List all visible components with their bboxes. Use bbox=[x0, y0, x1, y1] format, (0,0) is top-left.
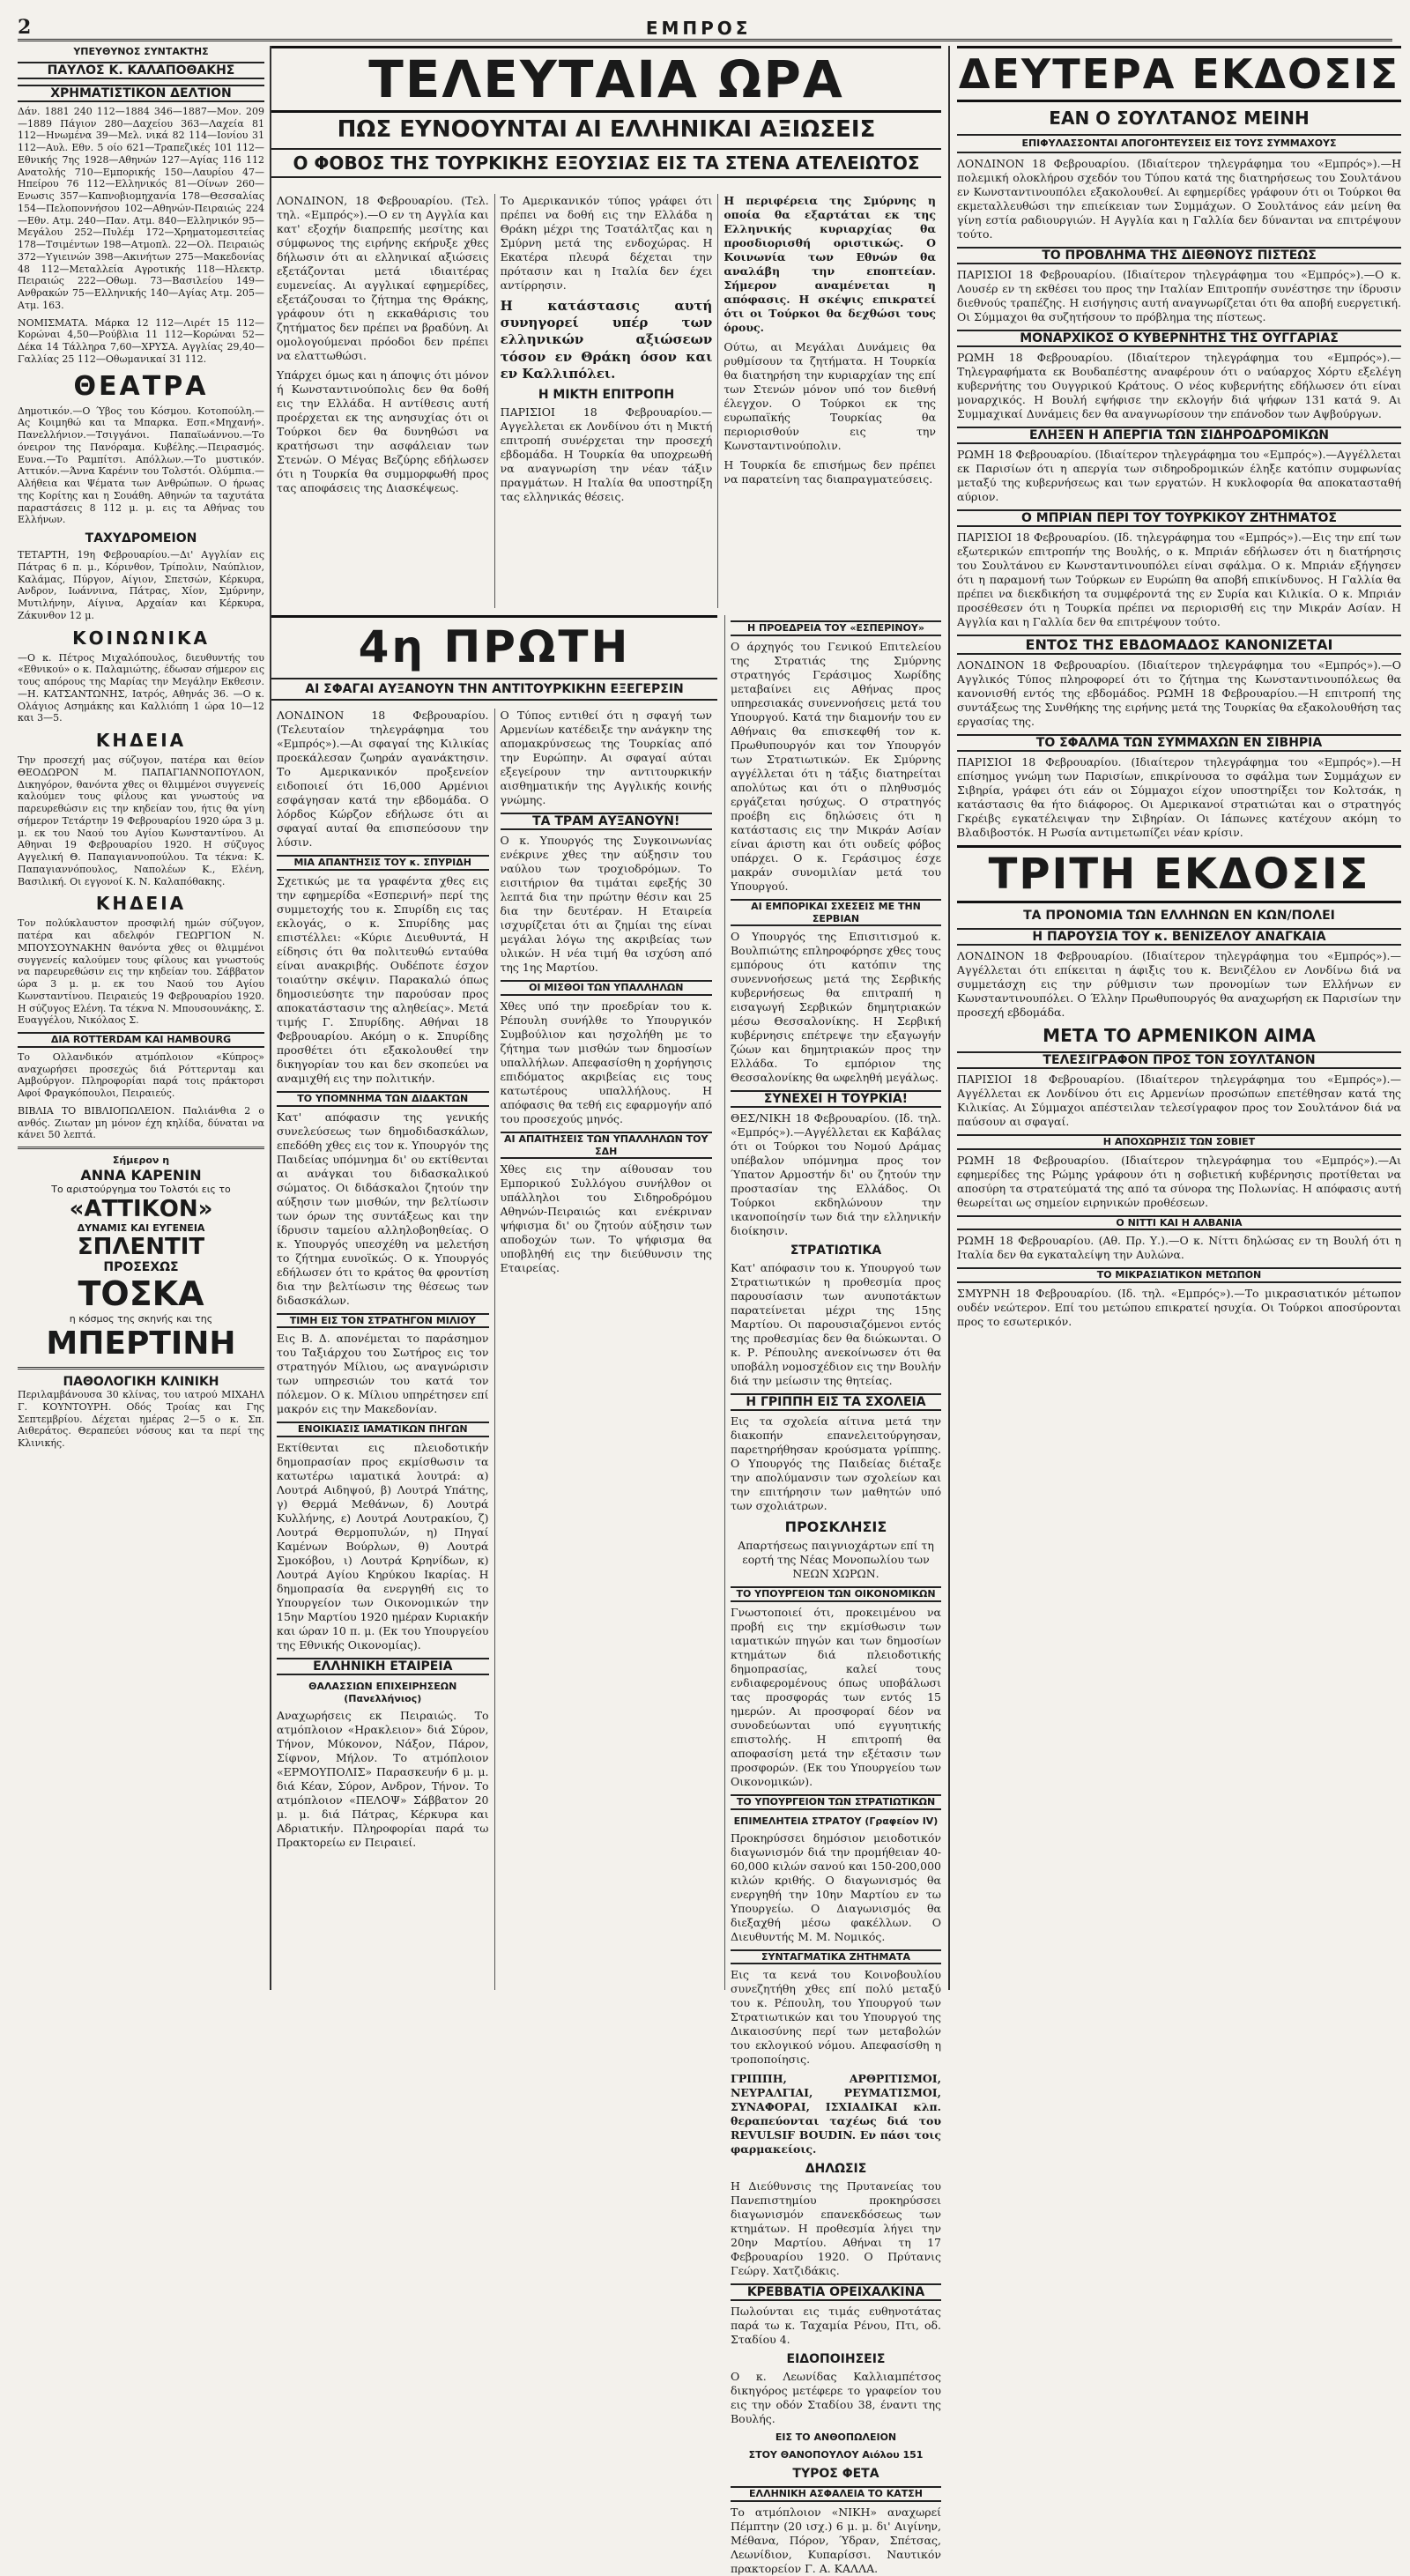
lead-para-d: ΠΑΡΙΣΙΟΙ 18 Φεβρουαρίου.—Αγγελλεται εκ Λονδίνου ότι η Μικτή επιτροπή συνέρχεται την προσεχή εβδομάδα. Η Τουρκία θα υποχρεωθή να αναγνωρίση την νέαν τάξιν πραγμάτων. Η Ιταλία θα υποστηρίξη τας ελληνικάς θέσεις. bbox=[500, 405, 713, 503]
cinema-sub2: ΔΥΝΑΜΙΣ ΚΑΙ ΕΥΓΕΝΕΙΑ bbox=[77, 1221, 205, 1234]
right-t8: ΛΟΝΔΙΝΟΝ 18 Φεβρουαρίου. (Ιδιαίτερον τηλεγράφημα του «Εμπρός»).—Αγγέλλεται ότι επίκειται η άφιξις του κ. Βενιζέλου εν Λονδίνω διά να συμμετάσχη εις την ρύθμισιν των προνομίων των Ελλήνων εν Κωνσταντινουπόλει. Ο Έλλην Πρωθυπουργός θα αναχωρήση εκ Παρισίων την προσεχή εβδομάδα. bbox=[957, 948, 1401, 1019]
shop-label-2: ΣΤΟΥ ΘΑΝΟΠΟΥΛΟΥ Αιόλου 151 bbox=[748, 2449, 924, 2461]
b4-text-1: ΛΟΝΔΙΝΟΝ 18 Φεβρουαρίου. (Τελευταίον τηλεγράφημα του «Εμπρός»).—Αι σφαγαί της Κιλικίας προεκάλεσαν ζωηράν αγανάκτησιν. Το Αμερικανικόν προξενείον ειδοποιεί ότι 16,000 Αρμένιοι εσφάγησαν κατά την εβδομάδα. Ο λόρδος Κώρζον εδήλωσε ότι αι σφαγαί αυταί θα επισπεύσουν την λύσιν. bbox=[277, 709, 489, 849]
ministry-text: Γνωστοποιεί ότι, προκειμένου να προβή εις την εκμίσθωσιν των ιαματικών πηγών και των δημοσίων κτημάτων διά πλειοδοτικής δημοπρασίας, καλεί τους ενδιαφερομένους όπως υποβάλωσι τας προσφοράς των εντός 15 ημερών. Αι προσφοραί δέον να συνοδεύωνται υπό εγγυητικής επιστολής. Η επιτροπή θα αποφασίση μετά την εξέτασιν των προσφορών. (Εκ του Υπουργείου των Οικονομικών). bbox=[731, 1606, 941, 1788]
army-sub: ΕΠΙΜΕΛΗΤΕΙΑ ΣΤΡΑΤΟΥ (Γραφείον IV) bbox=[733, 1815, 939, 1827]
lead-col-3 bbox=[718, 194, 941, 608]
main-subheadline: Ο ΦΟΒΟΣ ΤΗΣ ΤΟΥΡΚΙΚΗΣ ΕΞΟΥΣΙΑΣ ΕΙΣ ΤΑ ΣΤΕΝΑ ΑΤΕΛΕΙΩΤΟΣ bbox=[271, 148, 941, 178]
funeral-text-2: Τον πολύκλαυστον προσφιλή ημών σύζυγον, πατέρα και αδελφόν ΓΕΩΡΓΙΟΝ Ν. ΜΠΟΥΣΟΥΝΑΚΗΝ θανόντα χθες οι θλιμμένοι συγγενείς καλούμεν τους φίλους και γνωστούς να παρευρεθώσιν εις την κηδείαν του. Σάββατον ώρα 3 μ. μ. εκ του Ναού του Αγίου Κωνσταντίνου. Πειραιεύς 19 Φεβρουαρίου 1920. Η σύζυγος Ελένη. Τα τέκνα Ν. Μπουσουνάκης, Σ. Ευαγγέλου, Νικόλαος Σ. bbox=[18, 917, 264, 1027]
right-h9: ΜΕΤΑ ΤΟ ΑΡΜΕΝΙΚΟΝ ΑΙΜΑ bbox=[1043, 1024, 1316, 1046]
cinema-name: «ΑΤΤΙΚΟΝ» bbox=[69, 1195, 213, 1222]
hellenic-sub: ΘΑΛΑΣΣΙΩΝ ΕΠΙΧΕΙΡΗΣΕΩΝ (Πανελλήνιος) bbox=[308, 1681, 457, 1704]
newspaper-page bbox=[18, 16, 1401, 2575]
mail-title: ΤΑΧΥΔΡΟΜΕΙΟΝ bbox=[85, 531, 197, 546]
right-t6: ΛΟΝΔΙΝΟΝ 18 Φεβρουαρίου. (Ιδιαίτερον τηλεγράφημα του «Εμπρός»).—Ο Αγγλικός Τύπος πληροφορεί ότι το ζήτημα της Κωνσταντινουπόλεως θα κανονισθή εντός της εβδομάδος. ΡΩΜΗ 18 Φεβρουαρίου.—Η επιτροπή της συντάξεως της Συνθήκης της ειρήνης μετά της Τουρκίας θα εξακολουθήση τας εργασίας της. bbox=[957, 657, 1401, 728]
fx-text: ΝΟΜΙΣΜΑΤΑ. Μάρκα 12 112—Λιρέτ 15 112—Κορώναι 4,50—Ρούβλια 11 112—Κορώναι 52—Δέκα 14 Τάλληρα 7,60—ΧΡΥΣΑ. Αγγλίας 29,40—Γαλλίας 25 112—Οθωμανικαί 31 112. bbox=[18, 316, 264, 365]
b4-col-2 bbox=[495, 709, 718, 1990]
tram-heading: ΤΑ ΤΡΑΜ ΑΥΞΑΝΟΥΝ! bbox=[501, 813, 713, 830]
beds-text: Πωλούνται εις τιμάς ευθηνοτάτας παρά τω κ. Ταχαμία Ρένου, Πτι, οδ. Σταδίου 4. bbox=[731, 2305, 941, 2347]
right-h1: ΕΑΝ Ο ΣΟΥΛΤΑΝΟΣ ΜΕΙΝΗ bbox=[1049, 108, 1310, 129]
main-headline: ΠΩΣ ΕΥΝΟΟΥΝΤΑΙ ΑΙ ΕΛΛΗΝΙΚΑΙ ΑΞΙΩΣΕΙΣ bbox=[337, 116, 876, 143]
stock-text: Δάν. 1881 240 112—1884 346—1887—Μον. 209—1889 Πάγιον 280—Δαχείου 363—Λαχεία 81 112—Ηνωμένα 39—Μελ. νικά 82 114—Ιονίου 31 112—Αυλ. Εθν. 5 οίο 621—Τραπεζικές 101 112—Εθνικής 7ης 1928—Αθηνών 127—Αγίας 116 112 Ανατολής 710—Εμπορικής 150—Λαυρίου 47—Ηπείρου 76 112—Ελληνικός 81—Οίνων 260—Ενωσις 357—Καπνοβιομηχανία 178—Θεσσαλίας 154—Πελοποννήσου 102—Αθηνών-Πειραιώς 224—Εθν. Ατμ. 240—Παν. Ατμ. 840—Ελληνικόν 95—Μεγάλου 252—Πυλέμ 172—Χρηματομεσιτείας 178—Τσιμέντων 198—Ατμοπλ. 22—Ολ. Πειραιώς 372—Υγιεινών 398—Ακινήτων 275—Μακεδονίας 48 112—Μεταλλεία Αγροτικής 118—Ηλεκτρ. Πειραιώς 222—Οθωμ. 73—Βασιλείου 149—Ανθρακών 75—Ελληνικής 140—Αγίας Ατμ. 205—Ατμ. 163. bbox=[18, 105, 264, 311]
lead-para-g: Η Τουρκία δε επισήμως δεν πρέπει να παρατείνη τας διαπραγματεύσεις. bbox=[724, 458, 937, 486]
teachers-heading: ΤΟ ΥΠΟΜΝΗΜΑ ΤΩΝ ΔΙΔΑΚΤΩΝ bbox=[277, 1091, 489, 1107]
bertini: ΜΠΕΡΤΙΝΗ bbox=[46, 1325, 236, 1362]
cinema-film: ΑΝΝΑ ΚΑΡΕΝΙΝ bbox=[80, 1166, 202, 1184]
hellas-text: ΘΕΣ/ΝΙΚΗ 18 Φεβρουαρίου. (Ιδ. τηλ. «Εμπρός»).—Αγγέλλεται εκ Καβάλας ότι οι Τούρκοι του Νομού Δράμας υπέβαλον υπόμνημα προς τον Ύπατον Αρμοστήν δι' ου ζητούν την προστασίαν της Ελλάδος. Οι Τούρκοι εκδηλώνουν την ικανοποίησίν των διά την ελληνικήν διοίκησιν. bbox=[731, 1111, 941, 1238]
book-text: ΒΙΒΛΙΑ ΤΟ ΒΙΒΛΙΟΠΩΛΕΙΟΝ. Παλιάνθια 2 ο ανθός. Ζιωταν μη μόνον έχη κηλίδα, δύναται να κάνει 50 λεπτά. bbox=[18, 1104, 264, 1141]
mail-text: ΤΕΤΑΡΤΗ, 19η Φεβρουαρίου.—Δι' Αγγλίαν εις Πάτρας 6 π. μ., Κόρινθον, Τρίπολιν, Ναύπλιον, Καλάμας, Πύργον, Αίγιον, Σπετσών, Κέρκυρα, Ανδρον, Ιωάννινα, Πάτρας, Χίον, Σμύρνην, Μυτιλήνην, Αίγινα, Αρχαίαν και Κέρκυρα, Ζάκυνθον 12 μ. bbox=[18, 549, 264, 621]
lead-para-c: Το Αμερικανικόν τύπος γράφει ότι πρέπει να δοθή εις την Ελλάδα η Θράκη μέχρι της Τσατάλτζας και η Σμύρνη μετά της ενδοχώρας. Η Εκατέρα πλευρά δέχεται την πρότασιν και η Ιταλία δεν έχει αντίρρησιν. bbox=[500, 194, 713, 292]
lead-para-a: ΛΟΝΔΙΝΟΝ, 18 Φεβρουαρίου. (Τελ. τηλ. «Εμπρός»).—Ο εν τη Αγγλία και κατ' εξοχήν διαπρεπής μεσίτης και σύμφωνος της ειρήνης εκήρυξε χθες δήλωσιν ότι αι ελληνικαί αξιώσεις εξετάζονται μετά ιδιαιτέρας ευμενείας. Αι αγγλικαί εφημερίδες, εξετάζουσαι το ζήτημα της Θράκης, γράφουν ότι η εκκαθάρισις του ζητήματος δεν πρέπει να βραδύνη. Αι ομολογούμεναι πρόοδοι δεν πρέπει να ελαττωθώσι. bbox=[277, 194, 489, 362]
misthoi-heading: ΟΙ ΜΙΣΘΟΙ ΤΩΝ ΥΠΑΛΛΗΛΩΝ bbox=[501, 980, 713, 996]
right-h4: ΕΛΗΞΕΝ Η ΑΠΕΡΓΙΑ ΤΩΝ ΣΙΔΗΡΟΔΡΟΜΙΚΩΝ bbox=[957, 427, 1401, 444]
armenia-text: Εις τα κενά του Κοινοβουλίου συνεζητήθη χθες επί πολύ μεταξύ του κ. Ρέπουλη, του Υπουργού των Στρατιωτικών και του Υπουργού της Δικαιοσύνης περί των μεταβολών του εκλογικού νόμου. Απεφασίσθη η τροποποίησις. bbox=[731, 1968, 941, 2067]
right-t3: ΡΩΜΗ 18 Φεβρουαρίου. (Ιδιαίτερον τηλεγράφημα του «Εμπρός»).—Τηλεγραφήματα εκ Βουδαπέστης αναφέρουν ότι ο ναύαρχος Χόρτυ εξελέγη κυβερνήτης του Ουγγρικού Κράτους. Ο νέος κυβερνήτης εδήλωσεν ότι είναι μοναρχικός. Η Βουλή εψήφισε την εκλογήν διά ψήφων 131 κατά 9. Αι Συμμαχικαί Δυνάμεις δεν θα αναγνωρίσουν την επάνοδον των Αψβούργων. bbox=[957, 350, 1401, 420]
right-t5: ΠΑΡΙΣΙΟΙ 18 Φεβρουαρίου. (Ιδ. τηλεγράφημα του «Εμπρός»).—Εις την επί των εξωτερικών επιτροπήν της Βουλής, ο κ. Μπριάν εδήλωσεν ότι η διατήρησις του Σουλτάνου εν Κωνσταντινουπόλει είναι σφάλμα. Ο κ. Μπριάν εξήγησεν ότι η παραμονή των Τούρκων εν Ευρώπη θα αποβή επικίνδυνος. Η Γαλλία θα πρέπει να διεκδικήση τα συμφέροντά της εν Συρία και Κιλικία. Ο κ. Μπριάν προσέθεσεν ότι η Τουρκία πρέπει να περιορισθή εις την Μικράν Ασίαν. Η Αγγλία και η Γαλλία δεν θα επιτρέψουν τούτο. bbox=[957, 530, 1401, 628]
hellenic-text: Αναχωρήσεις εκ Πειραιώς. Το ατμόπλοιον «Ηρακλειον» διά Σύρον, Τήνον, Μύκονον, Νάξον, Πάρον, Σίφνον, Μήλον. Το ατμόπλοιον «ΕΡΜΟΥΠΟΛΙΣ» Παρασκευήν 6 μ. μ. διά Κέαν, Σύρον, Ανδρον, Τήνον. Το ατμόπλοιον «ΠΕΛΟΨ» Σάββατον 20 μ. μ. διά Πάτρας, Κέρκυρα και Αδριατικήν. Πληροφορίαι παρά τω Πρακτορείω εν Πειραιεί. bbox=[277, 1708, 489, 1849]
serbia-text: Ο Υπουργός της Επισιτισμού κ. Βουλπιώτης επληροφόρησε χθες τους εμπόρους ότι κατόπιν της συνεννοήσεως μετά της Σερβικής κυβερνήσεως θα επιτραπή η εισαγωγή Σερβικών δημητριακών μέσω Θεσσαλονίκης. Η Σερβική κυβέρνησις επέτρεψε την εξαγωγήν ζώων και δημητριακών προς την Ελλάδα. Το εμπόριον της Θεσσαλονίκης θα ωφεληθή μεγάλως. bbox=[731, 930, 941, 1085]
middle-col-3 bbox=[724, 615, 941, 2575]
last-hour-banner: ΤΕΛΕΥΤΑΙΑ ΩΡΑ bbox=[271, 46, 941, 113]
army-heading: ΤΟ ΥΠΟΥΡΓΕΙΟΝ ΤΩΝ ΣΤΡΑΤΙΩΤΙΚΩΝ bbox=[731, 1794, 941, 1810]
lead-quote: Η κατάστασις αυτή συνηγορεί υπέρ των ελληνικών αξιώσεων τόσον εν Θράκη όσον και εν Καλλιπόλει. bbox=[500, 298, 713, 382]
miliou-heading: ΤΙΜΗ ΕΙΣ ΤΟΝ ΣΤΡΑΤΗΓΟΝ ΜΙΛΙΟΥ bbox=[277, 1313, 489, 1329]
theatre-title: ΘΕΑΤΡΑ bbox=[73, 370, 209, 402]
right-t2: ΠΑΡΙΣΙΟΙ 18 Φεβρουαρίου. (Ιδιαίτερον τηλεγράφημα του «Εμπρός»).—Ο κ. Λουσέρ εν τη εκθέσει του προς την Ιταλίαν Επιτροπήν συνέστησε την ίδρυσιν διεθνούς τραπέζης. Η εισήγησις αυτή αναγνωρίζεται ότι θα αποβή ευεργετική. Οι Σύμμαχοι θα συζητήσουν το πρόβλημα της πίστεως. bbox=[957, 267, 1401, 323]
shop-label: ΕΙΣ ΤΟ ΑΝΘΟΠΩΛΕΙΟΝ bbox=[775, 2431, 897, 2444]
tosca-sub: η κόσμος της σκηνής και της bbox=[69, 1313, 213, 1325]
lead-para-e: Η περιφέρεια της Σμύρνης η οποία θα εξαρτάται εκ της Ελληνικής κυριαρχίας θα προσδιορισθή οριστικώς. Ο Κοινωνία των Εθνών θα αναλάβη την εποπτείαν. Σήμερον αναμένεται η απόφασις. Η σκέψις επικρατεί ότι οι Τούρκοι θα δεχθώσι τους όρους. bbox=[724, 194, 937, 334]
ship-text: Το Ολλανδικόν ατμόπλοιον «Κύπρος» αναχωρήσει προσεχώς διά Ρόττερνταμ και Αμβούργον. Πληροφορίαι παρά τοις πράκτορσι Αφοί Φραγκόπουλοι, Πειραιεύς. bbox=[18, 1050, 264, 1099]
clinic-text: Περιλαμβάνουσα 30 κλίνας, του ιατρού ΜΙΧΑΗΛ Γ. ΚΟΥΝΤΟΥΡΗ. Οδός Τροίας και Γης Σεπτεμβρίου. Δέχεται ημέρας 2—5 ο κ. Σπ. Αιθεράτος. Θεραπεύει νόσους και τα περί της Κλινικής. bbox=[18, 1389, 264, 1449]
third-edition-banner: ΤΡΙΤΗ ΕΚΔΟΣΙΣ bbox=[957, 845, 1401, 903]
right-t1: ΛΟΝΔΙΝΟΝ 18 Φεβρουαρίου. (Ιδιαίτερον τηλεγράφημα του «Εμπρός»).—Η πολεμική ολοκλήρου σχεδόν του Τύπου κατά της διατηρήσεως του Σουλτάνου εν Κωνσταντινουπόλει εξακολουθεί. Αι εφημερίδες γράφουν ότι οι Τούρκοι θα εκμεταλλευθώσι την επιείκειαν των Συμμάχων. Ο Σουλτάνος εάν μείνη θα γίνη εστία ραδιουργιών. Η Αγγλία και η Γαλλία δεν δύνανται να επιτρέψουν τούτο. bbox=[957, 156, 1401, 241]
stratiotika-heading: ΣΤΡΑΤΙΩΤΙΚΑ bbox=[790, 1243, 882, 1258]
feta-ad: ΤΥΡΟΣ ΦΕΤΑ bbox=[792, 2466, 879, 2481]
editor-label: ΥΠΕΥΘΥΝΟΣ ΣΥΝΤΑΚΤΗΣ bbox=[73, 46, 209, 57]
fourth-edition-block bbox=[271, 615, 717, 704]
page-header bbox=[18, 16, 1392, 41]
proskl-heading: ΠΡΟΣΚΛΗΣΙΣ bbox=[784, 1518, 887, 1536]
right-h6: ΕΝΤΟΣ ΤΗΣ ΕΒΔΟΜΑΔΟΣ ΚΑΝΟΝΙΖΕΤΑΙ bbox=[957, 635, 1401, 655]
union-heading: ΑΙ ΑΠΑΙΤΗΣΕΙΣ ΤΩΝ ΥΠΑΛΛΗΛΩΝ ΤΟΥ ΣΔΗ bbox=[501, 1132, 713, 1160]
right-t11: ΡΩΜΗ 18 Φεβρουαρίου. (Αθ. Πρ. Υ.).—Ο κ. Νίττι δηλώσας εν τη Βουλή ότι η Ιταλία δεν θα εγκαταλείψη την Αυλώνα. bbox=[957, 1234, 1401, 1262]
left-column bbox=[18, 46, 271, 1990]
theatre-text: Δημοτικόν.—Ο Ύβος του Κόσμου. Κοτοπούλη.—Ας Κοιμηθώ και τα Μπαρκα. Εσπ.«Μηχανή». Πανελλήνιον.—Τσιγγάνοι. Παπαϊωάννου.—Το όνειρον της Πανόραμα. Κυβέλης.—Πειρασμός. Ευνα.—Το Ραμπίτσι. Απόλλων.—Το μυστικόν. Αττικόν.—Άννα Καρένιν του Τολστόι. Ολύμπια.—Αλήθεια και Ψέματα των Ανθρώπων. Ο ήρωας της Κορίτης και η Σουάθη. Αθηνών τα ταχυτάτα παραστάσεις 8 112 μ. μ. εις τα Αθήνας του Ελλήνων. bbox=[18, 405, 264, 526]
baths-text: Εκτίθενται εις πλειοδοτικήν δημοπρασίαν προς εκμίσθωσιν τα κατωτέρω ιαματικά λουτρά: α) Λουτρά Αιδηψού, β) Λουτρά Υπάτης, γ) Θερμά Μεθάνων, δ) Λουτρά Κυλλήνης, ε) Λουτρά Λουτρακίου, ζ) Λουτρά Θερμοπυλών, η) Πηγαί Καμένων Βούρλων, θ) Λουτρά Σμοκόβου, ι) Λουτρά Κρηνίδων, κ) Λουτρά Αγίου Κηρύκου Ικαρίας. Η δημοπρασία θα ενεργηθή εις το Υπουργείον των Οικονομικών την 15ην Μαρτίου 1920 ημέραν Κυριακήν και ώραν 10 π. μ. (Εκ του Υπουργείου της Εθνικής Οικονομίας). bbox=[277, 1441, 489, 1652]
eidopoiisis-text: Ο κ. Λεωνίδας Καλλιαμπέτσος δικηγόρος μετέφερε το γραφείον του εις την οδόν Σταδίου 38, έναντι της Βουλής. bbox=[731, 2370, 941, 2426]
right-h8b: Η ΠΑΡΟΥΣΙΑ ΤΟΥ κ. ΒΕΝΙΖΕΛΟΥ ΑΝΑΓΚΑΙΑ bbox=[957, 928, 1401, 946]
baths-heading: ΕΝΟΙΚΙΑΣΙΣ ΙΑΜΑΤΙΚΩΝ ΠΗΓΩΝ bbox=[277, 1422, 489, 1437]
lead-story-columns bbox=[271, 194, 941, 608]
ship-title: ΔΙΑ ROTTERDAM ΚΑΙ HAMBOURG bbox=[18, 1032, 264, 1048]
teachers-text: Κατ' απόφασιν της γενικής συνελεύσεως των δημοδιδασκάλων, επεδόθη χθες εις τον κ. Υπουργόν της Παιδείας υπόμνημα δι' ου εκτίθενται αι ανάγκαι του διδασκαλικού σώματος. Οι διδάσκαλοι ζητούν την αύξησιν των μισθών, την βελτίωσιν των όρων της συντάξεως και την ίδρυσιν ταμείου αλληλοβοηθείας. Ο κ. Υπουργός υπεσχέθη να μελετήση το ζήτημα ευνοϊκώς. Ο κ. Υπουργός εδήλωσεν ότι το κράτος θα φροντίση δια την βελτίωσιν της θέσεως των διδασκάλων. bbox=[277, 1110, 489, 1307]
funeral-title-1: ΚΗΔΕΙΑ bbox=[95, 730, 187, 751]
right-h2: ΤΟ ΠΡΟΒΛΗΜΑ ΤΗΣ ΔΙΕΘΝΟΥΣ ΠΙΣΤΕΩΣ bbox=[957, 247, 1401, 264]
beds-heading: ΚΡΕΒΒΑΤΙΑ ΟΡΕΙΧΑΛΚΙΝΑ bbox=[731, 2283, 941, 2301]
dilosis-text: Η Διεύθυνσις της Πρυτανείας του Πανεπιστημίου προκηρύσσει διαγωνισμόν επανεκδόσεως των κτημάτων. Η προθεσμία λήγει την 20ην Μαρτίου. Αθήναι τη 17 Φεβρουαρίου 1920. Ο Πρύτανις Γεώργ. Χατζιδάκις. bbox=[731, 2179, 941, 2278]
dilosis-heading: ΔΗΛΩΣΙΣ bbox=[805, 2162, 867, 2177]
spirides-heading: ΜΙΑ ΑΠΑΝΤΗΣΙΣ ΤΟΥ κ. ΣΠΥΡΙΔΗ bbox=[277, 855, 489, 871]
misthoi-text: Χθες υπό την προεδρίαν του κ. Ρέπουλη συνήλθε το Υπουργικόν Συμβούλιον και ησχολήθη με το ζήτημα των μισθών των δημοσίων υπαλλήλων. Απεφασίσθη η χορήγησις επιδόματος ακριβείας εις τους κατωτέρους υπαλλήλους. Η απόφασις θα τεθή εις εφαρμογήν από του προσεχούς μηνός. bbox=[500, 998, 712, 1125]
ministry-heading: ΤΟ ΥΠΟΥΡΓΕΙΟΝ ΤΩΝ ΟΙΚΟΝΟΜΙΚΩΝ bbox=[731, 1586, 941, 1602]
newspaper-name: ΕΜΠΡΟΣ bbox=[645, 18, 752, 39]
right-t9: ΠΑΡΙΣΙΟΙ 18 Φεβρουαρίου. (Ιδιαίτερον τηλεγράφημα του «Εμπρός»).—Αγγέλλεται εκ Λονδίνου ότι εις Αρμενίων προσώπων επετέθησαν κατά της Κιλικίας. Αι Σύμμαχοι απέστειλαν τελεσίγραφον προς τον Σουλτάνον διά να παύσουν αι σφαγαί. bbox=[957, 1072, 1401, 1128]
hellenic-heading: ΕΛΛΗΝΙΚΗ ΕΤΑΙΡΕΙΑ bbox=[277, 1658, 489, 1675]
grippi-heading: Η ΓΡΙΠΠΗ ΕΙΣ ΤΑ ΣΧΟΛΕΙΑ bbox=[731, 1393, 941, 1411]
funeral-title-2: ΚΗΔΕΙΑ bbox=[95, 893, 187, 915]
stock-title: ΧΡΗΜΑΤΙΣΤΙΚΟΝ ΔΕΛΤΙΟΝ bbox=[18, 85, 264, 102]
lead-para-f: Ούτω, αι Μεγάλαι Δυνάμεις θα ρυθμίσουν τα ζητήματα. Η Τουρκία θα διατηρήση την κυριαρχίαν της επί των Στενών μόνον υπό τον διεθνή έλεγχον. Ο Τούρκοι εκ της ευρωπαϊκής Τουρκίας θα περιορισθούν εις την Κωνσταντινούπολιν. bbox=[724, 340, 937, 452]
stratiotika-text: Κατ' απόφασιν του κ. Υπουργού των Στρατιωτικών η προθεσμία προς παρουσίασιν των ανυποτάκτων παρατείνεται μέχρι της 15ης Μαρτίου. Οι παρουσιαζόμενοι εντός της προθεσμίας δεν θα διώκωνται. Ο κ. Ρ. Ρέπουλης ανεκοίνωσεν ότι θα υποβάλη νομοσχέδιον εις την Βουλήν διά την μείωσιν της θητείας. bbox=[731, 1261, 941, 1388]
eidopoiisis-heading: ΕΙΔΟΠΟΙΗΣΕΙΣ bbox=[786, 2352, 886, 2367]
fourth-edition-subtitle: ΑΙ ΣΦΑΓΑΙ ΑΥΞΑΝΟΥΝ ΤΗΝ ΑΝΤΙΤΟΥΡΚΙΚΗΝ ΕΞΕΓΕΡΣΙΝ bbox=[271, 678, 717, 701]
right-t10: ΡΩΜΗ 18 Φεβρουαρίου. (Ιδιαίτερον τηλεγράφημα του «Εμπρός»).—Αι εφημερίδες της Ρώμης γράφουν ότι η σοβιετική κυβέρνησις προτίθεται να αποσύρη τα στρατεύματά της από τα σύνορα της Πολωνίας. Η απόφασις αυτή θεωρείται ως σημείον ειρηνικών προθέσεων. bbox=[957, 1153, 1401, 1209]
funeral-text-1: Την προσεχή μας σύζυγον, πατέρα και θείον ΘΕΟΔΩΡΟΝ Μ. ΠΑΠΑΓΙΑΝΝΟΠΟΥΛΟΝ, Δικηγόρον, θανόντα χθες οι θλιμμένοι συγγενείς καλούμεν τους φίλους και γνωστούς να παρευρεθώσιν εις την κηδείαν του, ήτις θα γίνη σήμερον Τετάρτην 19 Φεβρουαρίου 1920 ώρα 3 μ. μ. εκ του Ναού του Αγίου Κωνσταντίνου. Αι Αθηναι 19 Φεβρουαρίου 1920. Η σύζυγος Αγγελική Θ. Παπαγιαννοπούλου. Τα τέκνα: Κ. Παπαγιαννόπουλος, Ναπολέων Κ., Ελένη, Βασιλική. Οι εγγονοί Κ. Ν. Καλαπόθακης. bbox=[18, 754, 264, 887]
right-t7: ΠΑΡΙΣΙΟΙ 18 Φεβρουαρίου. (Ιδιαίτερον τηλεγράφημα του «Εμπρός»).—Η επίσημος γνώμη των Παρισίων, επικρίνουσα το σφάλμα των Συμμάχων εν Σιβηρία, γράφει ότι εάν οι Σύμμαχοι είχον υποστηρίξει τον Κολτσάκ, η κατάστασις θα ήτο διάφορος. Οι Αμερικανοί στρατιώται και ο στρατηγός Γκρέιβς εγκατέλειψαν την Σιβηρίαν. Οι Ιάπωνες κατέχουν ακόμη το Βλαδιβοστόκ. Η Ρωσία αντιμετωπίζει νέαν κρίσιν. bbox=[957, 754, 1401, 839]
lead-signoff: Η ΜΙΚΤΗ ΕΠΙΤΡΟΠΗ bbox=[538, 387, 675, 402]
cinema-label: Σήμερον η bbox=[112, 1154, 170, 1166]
grippi-ad: ΓΡΙΠΠΗ, ΑΡΘΡΙΤΙΣΜΟΙ, ΝΕΥΡΑΛΓΙΑΙ, ΡΕΥΜΑΤΙΣΜΟΙ, ΣΥΝΑΦΟΡΑΙ, ΙΣΧΙΑΔΙΚΑΙ κλπ. θεραπεύονται ταχέως διά του REVULSIF BOUDIN. Εν πάσι τοις φαρμακείοις. bbox=[731, 2072, 941, 2157]
clinic-title: ΠΑΘΟΛΟΓΙΚΗ ΚΛΙΝΙΚΗ bbox=[63, 1375, 219, 1389]
pension-text: Το ατμόπλοιον «ΝΙΚΗ» αναχωρεί Πέμπτην (20 ισχ.) 6 μ. μ. δι' Αιγίνην, Μέθανα, Πόρον, Ύδραν, Σπέτσας, Λεωνίδιον, Κυπαρίσσι. Ναυτικόν πρακτορείον Γ. Α. ΚΑΛΛΑ. bbox=[731, 2505, 941, 2575]
soon: ΠΡΟΣΕΧΩΣ bbox=[103, 1260, 179, 1275]
fourth-edition-columns bbox=[271, 709, 717, 1990]
page-number: 2 bbox=[18, 16, 32, 39]
second-edition-banner: ΔΕΥΤΕΡΑ ΕΚΔΟΣΙΣ bbox=[957, 46, 1401, 102]
grippi-text: Εις τα σχολεία αίτινα μετά την διακοπήν επανελειτούργησαν, παρετηρήθησαν κρούσματα γρίππης. Ο Υπουργός της Παιδείας διέταξε την απολύμανσιν των σχολείων και την επιτήρησιν των μαθητών υπό των σχολιάτρων. bbox=[731, 1414, 941, 1513]
b4-text-2: Ο Τύπος εντιθεί ότι η σφαγή των Αρμενίων κατέδειξε την ανάγκην της απομακρύνσεως της Τουρκίας από την Ευρώπην. Αι σφαγαί αύται εξεγείρουν την αντιτουρκικήν αισθηματικήν της Αγγλικής κοινής γνώμης. bbox=[500, 709, 712, 806]
pension-heading: ΕΛΛΗΝΙΚΗ ΑΣΦΑΛΕΙΑ ΤΟ ΚΑΤΣΗ bbox=[731, 2486, 941, 2502]
middle-section bbox=[271, 46, 941, 2575]
miliou-text: Εις Β. Δ. απονέμεται το παράσημον του Ταξιάρχου του Σωτήρος εις τον στρατηγόν Μίλιου, ως αναγνώρισιν των υπηρεσιών του κατά τον πόλεμον. Ο κ. Μίλιου υπηρέτησεν επί μακρόν εις την Μακεδονίαν. bbox=[277, 1332, 489, 1416]
fourth-edition-banner: 4η ΠΡΩΤΗ bbox=[358, 621, 631, 672]
right-h8: ΤΑ ΠΡΟΝΟΜΙΑ ΤΩΝ ΕΛΛΗΝΩΝ ΕΝ ΚΩΝ/ΠΟΛΕΙ bbox=[1023, 908, 1335, 923]
right-h11: Ο ΝΙΤΤΙ ΚΑΙ Η ΑΛΒΑΝΙΑ bbox=[957, 1215, 1401, 1231]
armenia-heading: ΣΥΝΤΑΓΜΑΤΙΚΑ ΖΗΤΗΜΑΤΑ bbox=[731, 1949, 941, 1965]
union-text: Χθες εις την αίθουσαν του Εμπορικού Συλλόγου συνήλθον οι υπάλληλοι του Σιδηροδρόμου Αθηνών-Πειραιώς και ενέκριναν ψήφισμα δι' ου ζητούν αύξησιν των αποδοχών των. Το ψήφισμα θα υποβληθή εις την διεύθυνσιν της Εταιρείας. bbox=[500, 1162, 712, 1275]
spirides-text: Σχετικώς με τα γραφέντα χθες εις την εφημερίδα «Εσπερινή» περί της συμμετοχής του κ. Σπυρίδη εις τας εκλογάς, ο κ. Σπυρίδης μας επιστέλλει: «Κύριε Διευθυντά, Η είδησις ότι θα πολιτευθώ ενταύθα είναι ανακριβής. Ουδέποτε έσχον τοιαύτην σκέψιν. Παρακαλώ όπως δημοσιεύσητε την παρούσαν προς αποκατάστασιν της αληθείας». Μετά τιμής Γ. Σπυρίδης. Αθήναι 18 Φεβρουαρίου. Ακόμη ο κ. Σπυρίδης προσθέτει ότι εξακολουθεί την δικηγορίαν του και δεν σκοπεύει να αναμιχθή εις την πολιτικήν. bbox=[277, 873, 489, 1085]
right-t4: ΡΩΜΗ 18 Φεβρουαρίου. (Ιδιαίτερον τηλεγράφημα του «Εμπρός»).—Αγγέλλεται εκ Παρισίων ότι η απεργία των σιδηροδρομικών έληξε κατόπιν συμφωνίας μεταξύ της κυβερνήσεως και των εργατών. Η κυκλοφορία θα αποκατασταθή αύριον. bbox=[957, 447, 1401, 503]
lead-para-b: Υπάρχει όμως και η άποψις ότι μόνον ή Κωνσταντινούπολις δεν θα δοθή εις την Ελλάδα. Η αντίθεσις αυτή προέρχεται εκ της ανησυχίας ότι οι Τούρκοι δεν θα δυνηθώσι να κρατήσωσι την ασφάλειαν των Στενών. Ο Μέγας Βεζύρης εδήλωσεν ότι η Τουρκία θα συμμορφωθή προς τας αποφάσεις της Διασκέψεως. bbox=[277, 368, 489, 494]
right-t12: ΣΜΥΡΝΗ 18 Φεβρουαρίου. (Ιδ. τηλ. «Εμπρός»).—Το μικρασιατικόν μέτωπον ουδέν νεώτερον. Επί του μετώπου επικρατεί ησυχία. Οι Τούρκοι αποσύρονται προς το εσωτερικόν. bbox=[957, 1287, 1401, 1328]
tosca: ΤΟΣΚΑ bbox=[78, 1274, 204, 1314]
editor-name: ΠΑΥΛΟΣ Κ. ΚΑΛΑΠΟΘΑΚΗΣ bbox=[18, 62, 264, 79]
right-h10: Η ΑΠΟΧΩΡΗΣΙΣ ΤΩΝ ΣΟΒΙΕΤ bbox=[957, 1134, 1401, 1150]
right-h1-sub: ΕΠΙΦΥΛΑΣΣΟΝΤΑΙ ΑΠΟΓΟΗΤΕΥΣΕΙΣ ΕΙΣ ΤΟΥΣ ΣΥΜΜΑΧΟΥΣ bbox=[957, 134, 1401, 153]
cinema-sub: Το αριστούργημα του Τολστόι εις το bbox=[51, 1183, 231, 1195]
lead-col-2 bbox=[495, 194, 719, 608]
tram-text: Ο κ. Υπουργός της Συγκοινωνίας ενέκρινε χθες την αύξησιν του ναύλου των τροχιοδρόμων. Το εισιτήριον θα τιμάται εφεξής 30 λεπτά δια την πρώτην θέσιν και 25 δια την δευτέραν. Η Εταιρεία ισχυρίζεται ότι αι ζημίαι της είναι μεγάλαι λόγω της ακριβείας των υλικών. Η νέα τιμή θα ισχύση από της 1ης Μαρτίου. bbox=[500, 834, 712, 974]
right-h12: ΤΟ ΜΙΚΡΑΣΙΑΤΙΚΟΝ ΜΕΤΩΠΟΝ bbox=[957, 1267, 1401, 1283]
right-h7: ΤΟ ΣΦΑΛΜΑ ΤΩΝ ΣΥΜΜΑΧΩΝ ΕΝ ΣΙΒΗΡΙΑ bbox=[957, 734, 1401, 752]
proskl-text: Απαρτήσεως παιγνιοχάρτων επί τη εορτή της Νέας Μονοπωλίου των ΝΕΩΝ ΧΩΡΩΝ. bbox=[738, 1539, 934, 1581]
b4-col-1 bbox=[271, 709, 495, 1990]
splendid: ΣΠΛΕΝΤΙΤ bbox=[77, 1234, 205, 1261]
right-h9b: ΤΕΛΕΣΙΓΡΑΦΟΝ ΠΡΟΣ ΤΟΝ ΣΟΥΛΤΑΝΟΝ bbox=[957, 1051, 1401, 1069]
right-h3: ΜΟΝΑΡΧΙΚΟΣ Ο ΚΥΒΕΡΝΗΤΗΣ ΤΗΣ ΟΥΓΓΑΡΙΑΣ bbox=[957, 330, 1401, 347]
episkepsis-heading: Η ΠΡΟΕΔΡΕΙΑ ΤΟΥ «ΕΣΠΕΡΙΝΟΥ» bbox=[731, 620, 941, 636]
hellas-heading: ΣΥΝΕΧΕΙ Η ΤΟΥΡΚΙΑ! bbox=[731, 1090, 941, 1108]
social-text: —Ο κ. Πέτρος Μιχαλόπουλος, διευθυντής του «Εθνικού» ο κ. Παλαμιώτης, έδωσαν σήμερον εις τους απόρους της Μαρίας την Μεγάλην Εκθεσιν. —Η. ΚΑΤΣΑΝΤΩΝΗΣ, Ιατρός, Αθηνάς 36. —Ο κ. Ολάγιος Ασημάκης και Καλλιόπη 1 ώρα 10—12 και 3—5. bbox=[18, 651, 264, 724]
social-title: ΚΟΙΝΩΝΙΚΑ bbox=[72, 627, 210, 649]
right-h5: Ο ΜΠΡΙΑΝ ΠΕΡΙ ΤΟΥ ΤΟΥΡΚΙΚΟΥ ΖΗΤΗΜΑΤΟΣ bbox=[957, 509, 1401, 527]
army-text: Προκηρύσσει δημόσιον μειοδοτικόν διαγωνισμόν διά την προμήθειαν 40-60,000 κιλών σανού και 150-200,000 κιλών κριθής. Ο διαγωνισμός θα ενεργηθή την 10ην Μαρτίου εν τω Υπουργείω. Ο Διαγωνισμός θα διεξαχθή μέσω φακέλλων. Ο Διευθυντής Μ. Μ. Νομικός. bbox=[731, 1830, 941, 1943]
right-column bbox=[948, 46, 1401, 1990]
serbia-heading: ΑΙ ΕΜΠΟΡΙΚΑΙ ΣΧΕΣΕΙΣ ΜΕ ΤΗΝ ΣΕΡΒΙΑΝ bbox=[731, 899, 941, 927]
episkepsis-text: Ο άρχηγός του Γενικού Επιτελείου της Στρατιάς της Σμύρνης στρατηγός Γεράσιμος Χωρίδης μεταβαίνει εις Αθήνας προς υπηρεσιακάς συνεννοήσεις μετά του Υπουργού. Κατά την διαμονήν του εν Αθήναις θα επισκεφθή τον κ. Πρωθυπουργόν και τον Υπουργόν των Στρατιωτικών. Εκ Σμύρνης αγγέλλεται ότι η τάξις διατηρείται απολύτως και ότι ο πληθυσμός εργάζεται ησύχως. Ο στρατηγός προέβη εις δηλώσεις ότι η κατάστασις εις την Μικράν Ασίαν είναι άριστη και ότι ουδείς φόβος υπάρχει. Ο κ. Γεράσιμος έσχε μακράν συνομιλίαν μετά του Υπουργού. bbox=[731, 639, 941, 893]
lead-col-1 bbox=[271, 194, 495, 608]
